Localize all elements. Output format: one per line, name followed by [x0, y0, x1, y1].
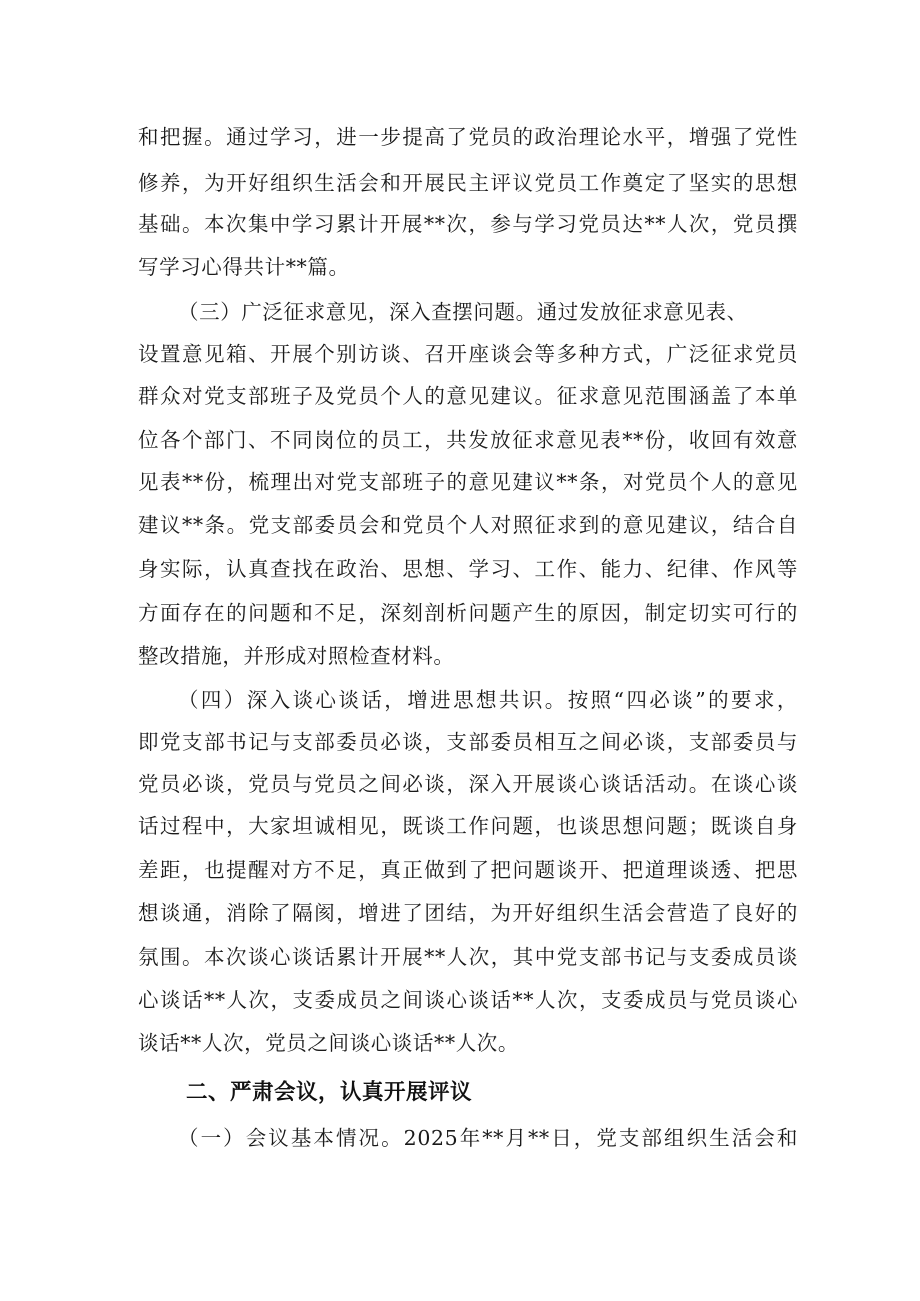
text-line: 党员必谈，党员与党员之间必谈，深入开展谈心谈话活动。在谈心谈: [138, 772, 798, 796]
text-line: 写学习心得共计**篇。: [138, 255, 350, 279]
text-line: 位各个部门、不同岗位的员工，共发放征求意见表**份，收回有效意: [138, 428, 798, 452]
text-line: 基础。本次集中学习累计开展**次，参与学习党员达**人次，党员撰: [138, 212, 798, 236]
text-line: 氛围。本次谈心谈话累计开展**人次，其中党支部书记与支委成员谈: [138, 945, 798, 969]
text-line: 谈话**人次，党员之间谈心谈话**人次。: [138, 1031, 519, 1055]
text-line: （三）广泛征求意见，深入查摆问题。通过发放征求意见表、: [178, 300, 748, 324]
text-line: 方面存在的问题和不足，深刻剖析问题产生的原因，制定切实可行的: [138, 601, 798, 625]
text-line: （四）深入谈心谈话，增进思想共识。按照“四必谈”的要求，: [178, 688, 798, 712]
text-line: 修养，为开好组织生活会和开展民主评议党员工作奠定了坚实的思想: [138, 171, 798, 195]
text-line: 设置意见箱、开展个别访谈、召开座谈会等多种方式，广泛征求党员: [138, 342, 798, 366]
text-line: 身实际，认真查找在政治、思想、学习、工作、能力、纪律、作风等: [138, 557, 798, 581]
text-line: （一）会议基本情况。2025年**月**日，党支部组织生活会和: [178, 1126, 798, 1150]
text-line: 差距，也提醒对方不足，真正做到了把问题谈开、把道理谈透、把思: [138, 858, 798, 882]
text-line: 即党支部书记与支部委员必谈，支部委员相互之间必谈，支部委员与: [138, 730, 798, 754]
text-line: 整改措施，并形成对照检查材料。: [138, 644, 455, 668]
text-line: 和把握。通过学习，进一步提高了党员的政治理论水平，增强了党性: [138, 125, 798, 149]
text-line: 心谈话**人次，支委成员之间谈心谈话**人次，支委成员与党员谈心: [138, 988, 798, 1012]
text-line: 建议**条。党支部委员会和党员个人对照征求到的意见建议，结合自: [138, 513, 798, 537]
text-line: 见表**份，梳理出对党支部班子的意见建议**条，对党员个人的意见: [138, 470, 798, 494]
text-line: 想谈通，消除了隔阂，增进了团结，为开好组织生活会营造了良好的: [138, 901, 798, 925]
section-heading: 二、严肃会议，认真开展评议: [186, 1080, 473, 1105]
text-line: 群众对党支部班子及党员个人的意见建议。征求意见范围涵盖了本单: [138, 384, 798, 408]
text-line: 话过程中，大家坦诚相见，既谈工作问题，也谈思想问题；既谈自身: [138, 814, 798, 838]
